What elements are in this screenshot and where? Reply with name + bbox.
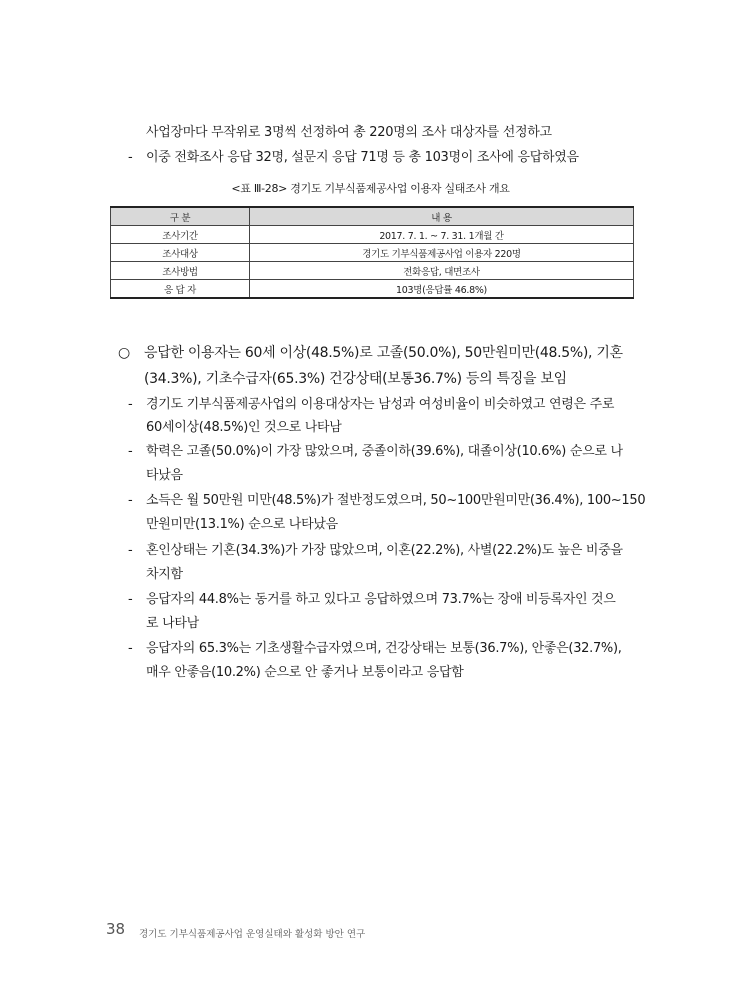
sub-item-6-line-1: 응답자의 65.3%는 기초생활수급자였으며, 건강상태는 보통(36.7%), 안좋은(32.7%), — [146, 641, 622, 656]
row-label: 조사방법 — [111, 262, 250, 280]
main-bullet-line-2: (34.3%), 기초수급자(65.3%) 건강상태(보통36.7%) 등의 특징을 보임 — [144, 371, 567, 387]
row-value: 경기도 기부식품제공사업 이용자 220명 — [250, 244, 634, 262]
main-bullet-line-1: 응답한 이용자는 60세 이상(48.5%)로 고졸(50.0%), 50만원미만(48.5%), 기혼 — [144, 345, 623, 361]
survey-overview-table — [110, 206, 634, 299]
row-label: 조사대상 — [111, 244, 250, 262]
sub-item-6-line-2: 매우 안좋음(10.2%) 순으로 안 좋거나 보통이라고 응답함 — [146, 665, 464, 680]
sub-item-2-line-2: 타났음 — [146, 468, 183, 483]
sub-item-1-line-2: 60세이상(48.5%)인 것으로 나타남 — [146, 420, 342, 435]
table-row — [111, 262, 634, 280]
sub-item-1-line-1: 경기도 기부식품제공사업의 이용대상자는 남성과 여성비율이 비슷하였고 연령은 주로 — [146, 397, 615, 412]
sub-item-4-line-2: 차지함 — [146, 567, 183, 582]
table-header-row — [111, 207, 634, 226]
sub-item-5-line-2: 로 나타남 — [146, 616, 199, 631]
intro-line-1: 사업장마다 무작위로 3명씩 선정하여 총 220명의 조사 대상자를 선정하고 — [146, 125, 552, 140]
main-bullet-symbol: ○ — [118, 345, 130, 361]
sub-item-2-dash: - — [128, 444, 133, 459]
sub-item-5-dash: - — [128, 592, 133, 607]
sub-item-3-line-1: 소득은 월 50만원 미만(48.5%)가 절반정도였으며, 50~100만원미만(36.4%), 100~150 — [146, 493, 646, 508]
sub-item-3-line-2: 만원미만(13.1%) 순으로 나타났음 — [146, 517, 338, 532]
row-value: 2017. 7. 1. ~ 7. 31. 1개월 간 — [250, 226, 634, 244]
footer-title: 경기도 기부식품제공사업 운영실태와 활성화 방안 연구 — [139, 929, 366, 940]
sub-item-4-dash: - — [128, 543, 133, 558]
sub-item-4-line-1: 혼인상태는 기혼(34.3%)가 가장 많았으며, 이혼(22.2%), 사별(22.2%)도 높은 비중을 — [146, 543, 623, 558]
sub-item-5-line-1: 응답자의 44.8%는 동거를 하고 있다고 응답하였으며 73.7%는 장애 비등록자인 것으 — [146, 592, 616, 607]
header-category: 구 분 — [111, 207, 250, 226]
table-row — [111, 226, 634, 244]
row-value: 103명(응답률 46.8%) — [250, 280, 634, 299]
sub-item-1-dash: - — [128, 397, 133, 412]
page-number: 38 — [106, 920, 126, 938]
table-row — [111, 244, 634, 262]
row-label: 응 답 자 — [111, 280, 250, 299]
sub-item-2-line-1: 학력은 고졸(50.0%)이 가장 많았으며, 중졸이하(39.6%), 대졸이상(10.6%) 순으로 나 — [146, 444, 623, 459]
sub-item-3-dash: - — [128, 493, 133, 508]
intro-dash: - — [128, 150, 133, 165]
row-value: 전화응답, 대면조사 — [250, 262, 634, 280]
header-content: 내 용 — [250, 207, 634, 226]
table-row — [111, 280, 634, 299]
table-caption: <표 Ⅲ-28> 경기도 기부식품제공사업 이용자 실태조사 개요 — [231, 182, 510, 195]
row-label: 조사기간 — [111, 226, 250, 244]
intro-line-2: 이중 전화조사 응답 32명, 설문지 응답 71명 등 총 103명이 조사에 응답하였음 — [146, 150, 579, 165]
sub-item-6-dash: - — [128, 641, 133, 656]
